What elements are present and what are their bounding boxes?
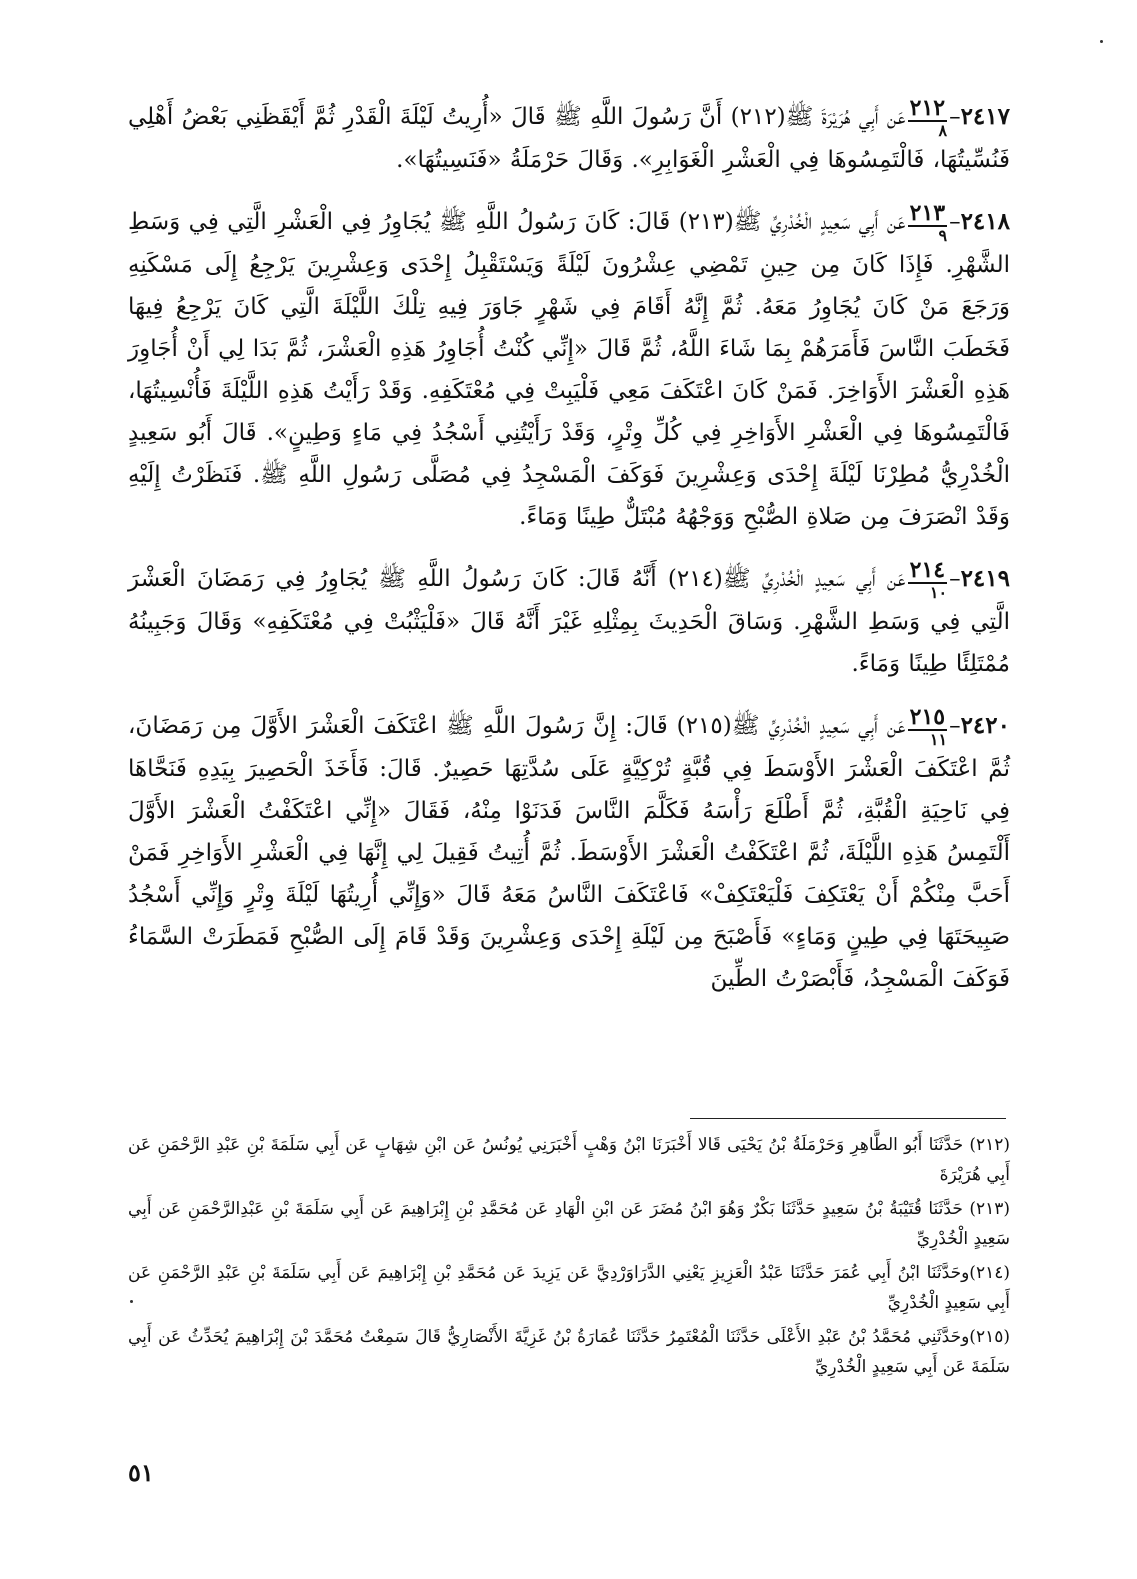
hadith-number: ٢٤٢٠ <box>960 712 1010 739</box>
page-number: ٥١ <box>128 1458 154 1487</box>
hadith-2419: ٢٤١٩– ٢١٤ ١٠ عَن أَبِي سَعِيدٍ الْخُدْرِيِّ ﷺ(٢١٤) أَنَّهُ قَالَ: كَانَ رَسُولُ اللَّهِ ﷺ يُجَاوِرُ فِي رَمَضَانَ الْعَشْرَ الَّتِي فِي وَسَطِ الشَّهْرِ. وَسَاقَ الْحَدِيثَ بِمِثْلِهِ غَيْرَ أَنَّهُ قَالَ «فَلْيَثْبُتْ فِي مُعْتَكَفِهِ» وَقَالَ وَجَبِينُهُ مُمْتَلِئًا طِينًا وَمَاءً. <box>128 557 1010 677</box>
footnotes <box>128 1130 1010 1386</box>
hadith-number: ٢٤١٧ <box>960 103 1010 130</box>
hadith-2420: ٢٤٢٠– ٢١٥ ١١ عَن أَبِي سَعِيدٍ الْخُدْرِيِّ ﷺ(٢١٥) قَالَ: إِنَّ رَسُولَ اللَّهِ ﷺ اعْتَكَفَ الْعَشْرَ الأَوَّلَ مِن رَمَضَانَ، ثُمَّ اعْتَكَفَ الْعَشْرَ الأَوْسَطَ فِي قُبَّةٍ تُرْكِيَّةٍ عَلَى سُدَّتِهَا حَصِيرٌ. قَالَ: فَأَخَذَ الْحَصِيرَ بِيَدِهِ فَنَحَّاهَا فِي نَاحِيَةِ الْقُبَّةِ، ثُمَّ أَطْلَعَ رَأْسَهُ فَكَلَّمَ النَّاسَ فَدَنَوْا مِنْهُ، فَقَالَ «إِنِّي اعْتَكَفْتُ الْعَشْرَ الأَوَّلَ أَلْتَمِسُ هَذِهِ اللَّيْلَةَ، ثُمَّ اعْتَكَفْتُ الْعَشْرَ الأَوْسَطَ. ثُمَّ أُتِيتُ فَقِيلَ لِي إِنَّهَا فِي الْعَشْرِ الأَوَاخِرِ فَمَنْ أَحَبَّ مِنْكُمْ أَنْ يَعْتَكِفَ فَلْيَعْتَكِفْ» فَاعْتَكَفَ النَّاسُ مَعَهُ قَالَ «وَإِنِّي أُرِيتُهَا لَيْلَةَ وِتْرٍ وَإِنِّي أَسْجُدُ صَبِيحَتَهَا فِي طِينٍ وَمَاءٍ» فَأَصْبَحَ مِن لَيْلَةِ إِحْدَى وَعِشْرِينَ وَقَدْ قَامَ إِلَى الصُّبْحِ فَمَطَرَتْ السَّمَاءُ فَوَكَفَ الْمَسْجِدُ، فَأَبْصَرْتُ الطِّينَ <box>128 704 1010 992</box>
hadith-number: ٢٤١٩ <box>960 565 1010 592</box>
hadith-reference: ٢١٣ ٩ <box>909 200 948 245</box>
hadith-reference: ٢١٤ ١٠ <box>909 557 948 602</box>
scan-speck <box>1100 40 1103 43</box>
footnote-215: (٢١٥)وحَدَّثَنِي مُحَمَّدُ بْنُ عَبْدِ الأَعْلَى حَدَّثَنَا الْمُعْتَمِرُ حَدَّثَنَا عُمَارَةُ بْنُ غَزِيَّةَ الأَنْصَارِيُّ قَالَ سَمِعْتُ مُحَمَّدَ بْنَ إِبْرَاهِيمَ يُحَدِّثُ عَن أَبِي سَلَمَةَ عَن أَبِي سَعِيدٍ الْخُدْرِيِّ <box>128 1327 1010 1377</box>
hadith-number: ٢٤١٨ <box>960 208 1010 235</box>
scan-speck <box>130 1300 133 1303</box>
hadith-text: عَن أَبِي سَعِيدٍ الْخُدْرِيِّ ﷺ(٢١٥) قَالَ: إِنَّ رَسُولَ اللَّهِ ﷺ اعْتَكَفَ الْعَشْرَ الأَوَّلَ مِن رَمَضَانَ، ثُمَّ اعْتَكَفَ الْعَشْرَ الأَوْسَطَ فِي قُبَّةٍ تُرْكِيَّةٍ عَلَى سُدَّتِهَا حَصِيرٌ. قَالَ: فَأَخَذَ الْحَصِيرَ بِيَدِهِ فَنَحَّاهَا فِي نَاحِيَةِ الْقُبَّةِ، ثُمَّ أَطْلَعَ رَأْسَهُ فَكَلَّمَ النَّاسَ فَدَنَوْا مِنْهُ، فَقَالَ «إِنِّي اعْتَكَفْتُ الْعَشْرَ الأَوَّلَ أَلْتَمِسُ هَذِهِ اللَّيْلَةَ، ثُمَّ اعْتَكَفْتُ الْعَشْرَ الأَوْسَطَ. ثُمَّ أُتِيتُ فَقِيلَ لِي إِنَّهَا فِي الْعَشْرِ الأَوَاخِرِ فَمَنْ أَحَبَّ مِنْكُمْ أَنْ يَعْتَكِفَ فَلْيَعْتَكِفْ» فَاعْتَكَفَ النَّاسُ مَعَهُ قَالَ «وَإِنِّي أُرِيتُهَا لَيْلَةَ وِتْرٍ وَإِنِّي أَسْجُدُ صَبِيحَتَهَا فِي طِينٍ وَمَاءٍ» فَأَصْبَحَ مِن لَيْلَةِ إِحْدَى وَعِشْرِينَ وَقَدْ قَامَ إِلَى الصُّبْحِ فَمَطَرَتْ السَّمَاءُ فَوَكَفَ الْمَسْجِدُ، فَأَبْصَرْتُ الطِّينَ <box>128 713 1010 992</box>
hadith-text: عَن أَبِي سَعِيدٍ الْخُدْرِيِّ ﷺ(٢١٤) أَنَّهُ قَالَ: كَانَ رَسُولُ اللَّهِ ﷺ يُجَاوِرُ فِي رَمَضَانَ الْعَشْرَ الَّتِي فِي وَسَطِ الشَّهْرِ. وَسَاقَ الْحَدِيثَ بِمِثْلِهِ غَيْرَ أَنَّهُ قَالَ «فَلْيَثْبُتْ فِي مُعْتَكَفِهِ» وَقَالَ وَجَبِينُهُ مُمْتَلِئًا طِينًا وَمَاءً. <box>128 566 1010 677</box>
main-text <box>128 96 1010 1020</box>
hadith-reference: ٢١٥ ١١ <box>909 704 948 749</box>
hadith-2417: ٢٤١٧– ٢١٢ ٨ عَن أَبِي هُرَيْرَةَ ﷺ(٢١٢) أَنَّ رَسُولَ اللَّهِ ﷺ قَالَ «أُرِيتُ لَيْلَةَ الْقَدْرِ ثُمَّ أَيْقَظَنِي بَعْضُ أَهْلِي فَنُسِّيتُهَا، فَالْتَمِسُوهَا فِي الْعَشْرِ الْغَوَابِرِ». وَقَالَ حَرْمَلَةُ «فَنَسِيتُهَا». <box>128 95 1010 173</box>
footnote-212: (٢١٢) حَدَّثَنَا أَبُو الطَّاهِرِ وَحَرْمَلَةُ بْنُ يَحْيَى قَالا أَخْبَرَنَا ابْنُ وَهْبٍ أَخْبَرَنِي يُونُسُ عَن ابْنِ شِهَابٍ عَن أَبِي سَلَمَةَ بْنِ عَبْدِ الرَّحْمَنِ عَن أَبِي هُرَيْرَةَ <box>128 1135 1010 1185</box>
hadith-2418: ٢٤١٨– ٢١٣ ٩ عَن أَبِي سَعِيدٍ الْخُدْرِيِّ ﷺ(٢١٣) قَالَ: كَانَ رَسُولُ اللَّهِ ﷺ يُجَاوِرُ فِي الْعَشْرِ الَّتِي فِي وَسَطِ الشَّهْرِ. فَإِذَا كَانَ مِن حِينِ تَمْضِي عِشْرُونَ لَيْلَةً وَيَسْتَقْبِلُ إِحْدَى وَعِشْرِينَ يَرْجِعُ إِلَى مَسْكَنِهِ وَرَجَعَ مَنْ كَانَ يُجَاوِرُ مَعَهُ. ثُمَّ إِنَّهُ أَقَامَ فِي شَهْرٍ جَاوَرَ فِيهِ تِلْكَ اللَّيْلَةَ الَّتِي كَانَ يَرْجِعُ فِيهَا فَخَطَبَ النَّاسَ فَأَمَرَهُمْ بِمَا شَاءَ اللَّهُ، ثُمَّ قَالَ «إِنِّي كُنْتُ أُجَاوِرُ هَذِهِ الْعَشْرَ، ثُمَّ بَدَا لِي أَنْ أُجَاوِرَ هَذِهِ الْعَشْرَ الأَوَاخِرَ. فَمَنْ كَانَ اعْتَكَفَ مَعِي فَلْيَبِتْ فِي مُعْتَكَفِهِ. وَقَدْ رَأَيْتُ هَذِهِ اللَّيْلَةَ فَأُنْسِيتُهَا، فَالْتَمِسُوهَا فِي الْعَشْرِ الأَوَاخِرِ فِي كُلِّ وِتْرٍ، وَقَدْ رَأَيْتُنِي أَسْجُدُ فِي مَاءٍ وَطِينٍ». قَالَ أَبُو سَعِيدٍ الْخُدْرِيُّ مُطِرْنَا لَيْلَةَ إِحْدَى وَعِشْرِينَ فَوَكَفَ الْمَسْجِدُ فِي مُصَلَّى رَسُولِ اللَّهِ ﷺ. فَنَظَرْتُ إِلَيْهِ وَقَدْ انْصَرَفَ مِن صَلاةِ الصُّبْحِ وَوَجْهُهُ مُبْتَلٌّ طِينًا وَمَاءً. <box>128 200 1011 530</box>
hadith-text: عَن أَبِي سَعِيدٍ الْخُدْرِيِّ ﷺ(٢١٣) قَالَ: كَانَ رَسُولُ اللَّهِ ﷺ يُجَاوِرُ فِي الْعَشْرِ الَّتِي فِي وَسَطِ الشَّهْرِ. فَإِذَا كَانَ مِن حِينِ تَمْضِي عِشْرُونَ لَيْلَةً وَيَسْتَقْبِلُ إِحْدَى وَعِشْرِينَ يَرْجِعُ إِلَى مَسْكَنِهِ وَرَجَعَ مَنْ كَانَ يُجَاوِرُ مَعَهُ. ثُمَّ إِنَّهُ أَقَامَ فِي شَهْرٍ جَاوَرَ فِيهِ تِلْكَ اللَّيْلَةَ الَّتِي كَانَ يَرْجِعُ فِيهَا فَخَطَبَ النَّاسَ فَأَمَرَهُمْ بِمَا شَاءَ اللَّهُ، ثُمَّ قَالَ «إِنِّي كُنْتُ أُجَاوِرُ هَذِهِ الْعَشْرَ، ثُمَّ بَدَا لِي أَنْ أُجَاوِرَ هَذِهِ الْعَشْرَ الأَوَاخِرَ. فَمَنْ كَانَ اعْتَكَفَ مَعِي فَلْيَبِتْ فِي مُعْتَكَفِهِ. وَقَدْ رَأَيْتُ هَذِهِ اللَّيْلَةَ فَأُنْسِيتُهَا، فَالْتَمِسُوهَا فِي الْعَشْرِ الأَوَاخِرِ فِي كُلِّ وِتْرٍ، وَقَدْ رَأَيْتُنِي أَسْجُدُ فِي مَاءٍ وَطِينٍ». قَالَ أَبُو سَعِيدٍ الْخُدْرِيُّ مُطِرْنَا لَيْلَةَ إِحْدَى وَعِشْرِينَ فَوَكَفَ الْمَسْجِدُ فِي مُصَلَّى رَسُولِ اللَّهِ ﷺ. فَنَظَرْتُ إِلَيْهِ وَقَدْ انْصَرَفَ مِن صَلاةِ الصُّبْحِ وَوَجْهُهُ مُبْتَلٌّ طِينًا وَمَاءً. <box>128 209 1011 530</box>
footnote-divider <box>690 1118 1006 1119</box>
footnote-214: (٢١٤)وحَدَّثَنَا ابْنُ أَبِي عُمَرَ حَدَّثَنَا عَبْدُ الْعَزِيزِ يَعْنِي الدَّرَاوَرْدِيَّ عَن يَزِيدَ عَن مُحَمَّدِ بْنِ إِبْرَاهِيمَ عَن أَبِي سَلَمَةَ بْنِ عَبْدِ الرَّحْمَنِ عَن أَبِي سَعِيدٍ الْخُدْرِيِّ <box>128 1263 1010 1313</box>
hadith-text: عَن أَبِي هُرَيْرَةَ ﷺ(٢١٢) أَنَّ رَسُولَ اللَّهِ ﷺ قَالَ «أُرِيتُ لَيْلَةَ الْقَدْرِ ثُمَّ أَيْقَظَنِي بَعْضُ أَهْلِي فَنُسِّيتُهَا، فَالْتَمِسُوهَا فِي الْعَشْرِ الْغَوَابِرِ». وَقَالَ حَرْمَلَةُ «فَنَسِيتُهَا». <box>128 104 1010 173</box>
hadith-reference: ٢١٢ ٨ <box>909 95 948 140</box>
footnote-213: (٢١٣) حَدَّثَنَا قُتَيْبَةُ بْنُ سَعِيدٍ حَدَّثَنَا بَكْرٌ وَهُوَ ابْنُ مُضَرَ عَن ابْنِ الْهَادِ عَن مُحَمَّدِ بْنِ إِبْرَاهِيمَ عَن أَبِي سَلَمَةَ بْنِ عَبْدِالرَّحْمَنِ عَن أَبِي سَعِيدٍ الْخُدْرِيِّ <box>128 1199 1010 1249</box>
